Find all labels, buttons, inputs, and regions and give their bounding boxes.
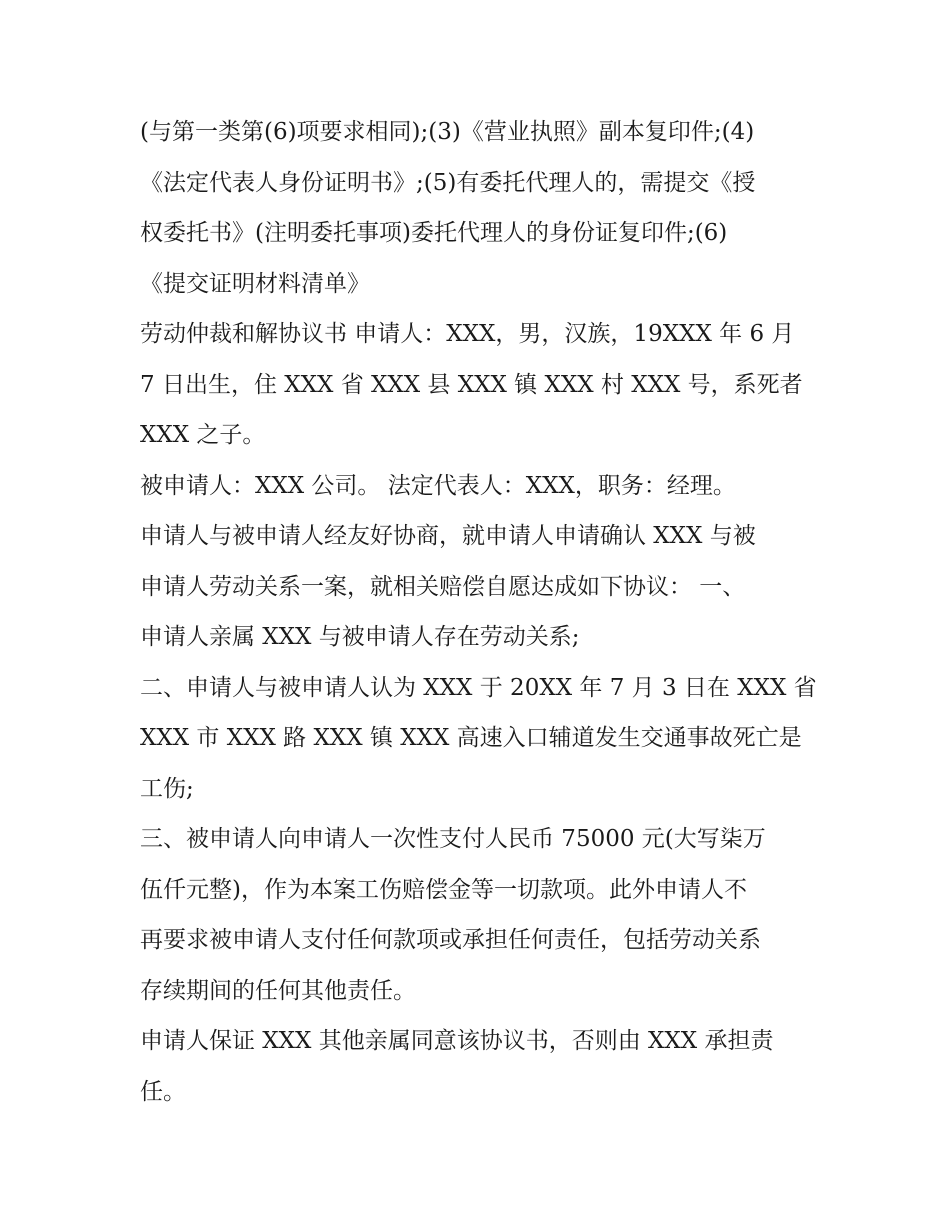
paragraph-agreement-intro: 申请人与被申请人经友好协商，就申请人申请确认 XXX 与被 申请人劳动关系一案，就相关赔偿自愿达成如下协议： 一、 申请人亲属 XXX 与被申请人存在劳动关系;: [140, 523, 756, 650]
paragraph-clause-two: 二、申请人与被申请人认为 XXX 于 20XX 年 7 月 3 日在 XXX 省 XXX 市 XXX 路 XXX 镇 XXX 高速入口辅道发生交通事故死亡是 工伤;: [140, 674, 817, 802]
paragraph-guarantee: 申请人保证 XXX 其他亲属同意该协议书，否则由 XXX 承担责 任。: [140, 1028, 774, 1105]
paragraph-required-materials: (与第一类第(6)项要求相同);(3)《营业执照》副本复印件;(4) 《法定代表人身份证明书》;(5)有委托代理人的，需提交《授 权委托书》(注明委托事项)委托代理人的身份证复印件;(6) 《提交证明材料清单》: [140, 119, 756, 297]
paragraph-respondent: 被申请人：XXX 公司。 法定代表人：XXX，职务：经理。: [140, 472, 736, 499]
document-body: [140, 107, 820, 1117]
paragraph-clause-three: 三、被申请人向申请人一次性支付人民币 75000 元(大写柒万 伍仟元整)，作为本案工伤赔偿金等一切款项。此外申请人不 再要求被申请人支付任何款项或承担任何责任，包括劳动关系 存续期间的任何其他责任。: [140, 826, 766, 1004]
paragraph-applicant: 劳动仲裁和解协议书 申请人：XXX，男，汉族，19XXX 年 6 月 7 日出生，住 XXX 省 XXX 县 XXX 镇 XXX 村 XXX 号，系死者 XXX 之子。: [140, 321, 803, 448]
